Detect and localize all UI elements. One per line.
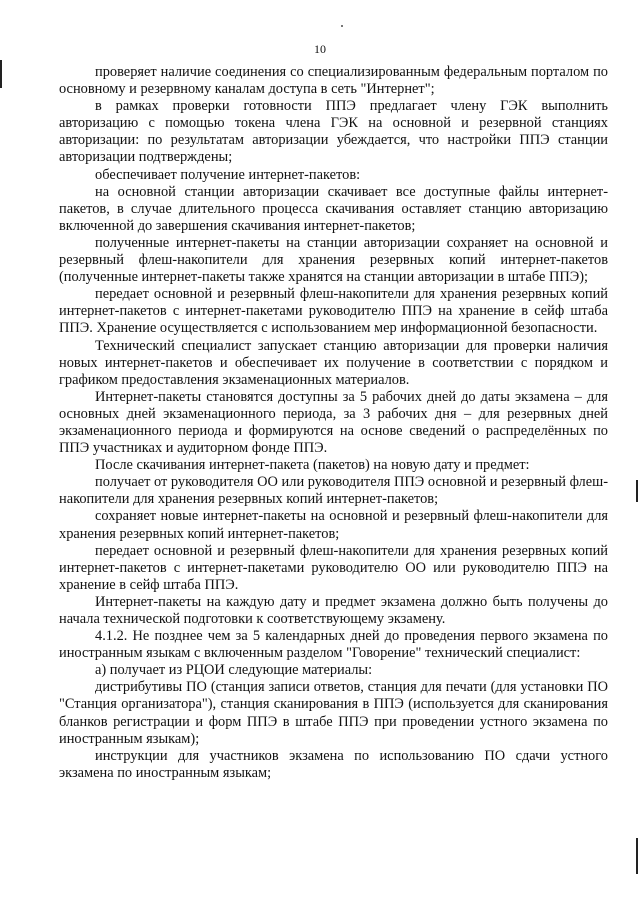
- paragraph: передает основной и резервный флеш-накопители для хранения резервных копий интернет-пакетов с интернет-пакетами руководителю ППЭ на хранение в сейф штаба ППЭ. Хранение осуществляется с использованием мер информационной безопасности.: [59, 286, 608, 337]
- paragraph: в рамках проверки готовности ППЭ предлагает члену ГЭК выполнить авторизацию с помощью токена члена ГЭК на основной и резервной станциях авторизации: по результатам авторизации убеждается, что настройки ППЭ станции авторизации подтверждены;: [59, 98, 608, 166]
- paragraph: проверяет наличие соединения со специализированным федеральным порталом по основному и резервному каналам доступа в сеть "Интернет";: [59, 64, 608, 98]
- scan-edge-mark: [636, 838, 638, 874]
- document-body: [59, 64, 608, 782]
- paragraph: инструкции для участников экзамена по использованию ПО сдачи устного экзамена по иностранным языкам;: [59, 747, 608, 781]
- paragraph: дистрибутивы ПО (станция записи ответов, станция для печати (для установки ПО "Станция организатора"), станция сканирования в ППЭ (используется для сканирования бланков регистрации и форм ППЭ в штабе ППЭ при проведении устного экзамена по иностранным языкам);: [59, 679, 608, 747]
- paragraph: Технический специалист запускает станцию авторизации для проверки наличия новых интернет-пакетов и обеспечивает их получение в соответствии с порядком и графиком предоставления экзаменационных материалов.: [59, 337, 608, 388]
- paragraph: 4.1.2. Не позднее чем за 5 календарных дней до проведения первого экзамена по иностранным языкам с включенным разделом "Говорение" технический специалист:: [59, 628, 608, 662]
- paragraph: полученные интернет-пакеты на станции авторизации сохраняет на основной и резервный флеш-накопители для хранения резервных копий интернет-пакетов (полученные интернет-пакеты также хранятся на станции авторизации в штабе ППЭ);: [59, 234, 608, 286]
- paragraph: Интернет-пакеты на каждую дату и предмет экзамена должно быть получены до начала технической подготовки к соответствующему экзамену.: [59, 593, 608, 627]
- page-number: 10: [314, 42, 326, 56]
- paragraph: передает основной и резервный флеш-накопители для хранения резервных копий интернет-пакетов с интернет-пакетами руководителю ОО или руководителю ППЭ на хранение в сейф штаба ППЭ.: [59, 542, 608, 593]
- paragraph: Интернет-пакеты становятся доступны за 5 рабочих дней до даты экзамена – для основных дней экзаменационного периода, за 3 рабочих дня – для резервных дней экзаменационного периода и формируются на основе сведений о распределённых по ППЭ участниках и аудиторном фонде ППЭ.: [59, 388, 608, 457]
- scan-speck: [341, 25, 343, 27]
- paragraph: на основной станции авторизации скачивает все доступные файлы интернет-пакетов, в случае длительного процесса скачивания оставляет станцию авторизацию включенной до завершения скачивания интернет-пакетов;: [59, 183, 608, 234]
- paragraph: получает от руководителя ОО или руководителя ППЭ основной и резервный флеш-накопители для хранения резервных копий интернет-пакетов;: [59, 474, 608, 508]
- paragraph: обеспечивает получение интернет-пакетов:: [95, 166, 361, 183]
- paragraph: сохраняет новые интернет-пакеты на основной и резервный флеш-накопители для хранения резервных копий интернет-пакетов;: [59, 508, 608, 542]
- scan-edge-mark: [0, 60, 2, 88]
- paragraph: После скачивания интернет-пакета (пакетов) на новую дату и предмет:: [95, 457, 530, 474]
- paragraph: а) получает из РЦОИ следующие материалы:: [95, 662, 373, 679]
- scan-edge-mark: [636, 480, 638, 502]
